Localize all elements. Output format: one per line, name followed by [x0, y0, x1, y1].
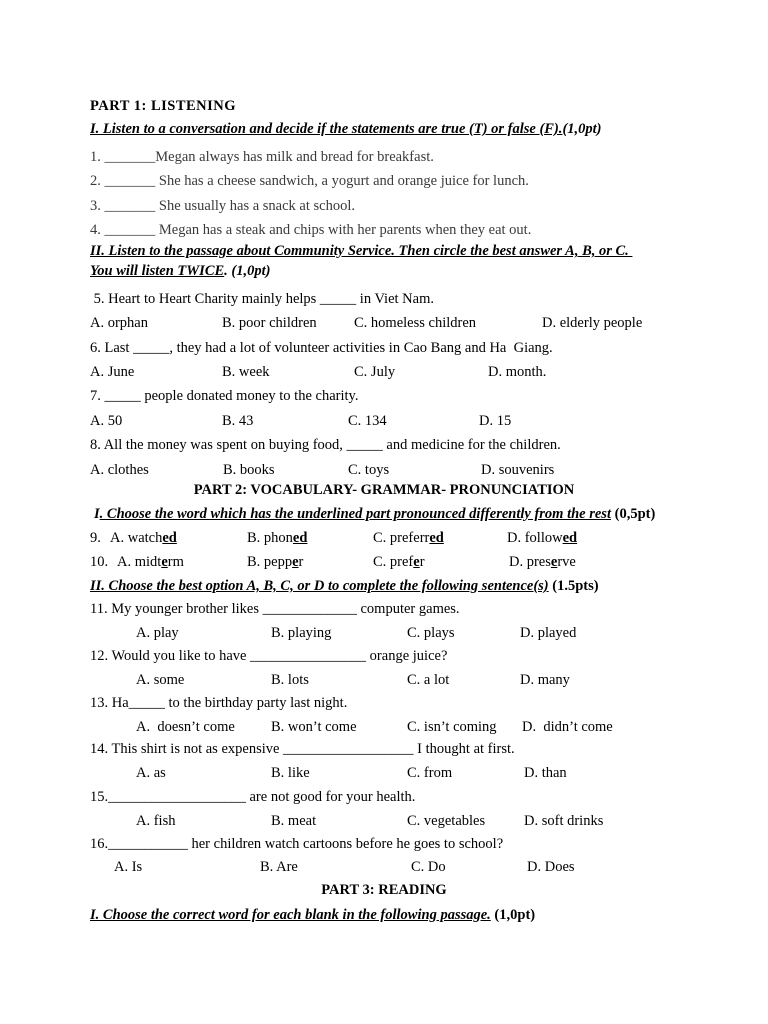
section-title-text: I. Choose the correct word for each blank in the following passage.: [90, 907, 491, 923]
q8-option-b[interactable]: B. books: [223, 462, 275, 478]
question-7: 7. _____ people donated money to the charity.: [90, 388, 359, 404]
q13-option-a[interactable]: A. doesn’t come: [136, 719, 235, 735]
question-15: 15.___________________ are not good for your health.: [90, 789, 416, 805]
q6-option-c[interactable]: C. July: [354, 364, 396, 380]
question-8: 8. All the money was spent on buying food, _____ and medicine for the children.: [90, 437, 561, 453]
statement-2: 2. _______ She has a cheese sandwich, a yogurt and orange juice for lunch.: [90, 173, 529, 189]
part2-section1-title: [94, 505, 655, 523]
question-9-number: 9.: [90, 530, 101, 546]
q15-option-a[interactable]: A. fish: [136, 813, 176, 829]
statement-3: 3. _______ She usually has a snack at school.: [90, 198, 355, 214]
q12-option-d[interactable]: D. many: [520, 672, 570, 688]
section-points: . (1,0pt): [224, 263, 271, 279]
section-title-text: . Choose the word which has the underlined part pronounced differently from the rest: [99, 506, 611, 522]
q7-option-b[interactable]: B. 43: [222, 413, 254, 429]
part1-section2-title-line2: [90, 262, 270, 280]
q9-option-c[interactable]: C. preferred: [373, 530, 444, 546]
section-points: (1.5pts): [548, 578, 599, 594]
q14-option-b[interactable]: B. like: [271, 765, 310, 781]
question-16: 16.___________ her children watch cartoons before he goes to school?: [90, 836, 504, 852]
q14-option-d[interactable]: D. than: [524, 765, 567, 781]
q13-option-c[interactable]: C. isn’t coming: [407, 719, 497, 735]
q8-option-d[interactable]: D. souvenirs: [481, 462, 555, 478]
q5-option-b[interactable]: B. poor children: [222, 315, 317, 331]
q5-option-a[interactable]: A. orphan: [90, 315, 148, 331]
statement-4: 4. _______ Megan has a steak and chips with her parents when they eat out.: [90, 222, 532, 238]
q14-option-a[interactable]: A. as: [136, 765, 166, 781]
q12-option-b[interactable]: B. lots: [271, 672, 309, 688]
section-title-text: I. Listen to a conversation and decide if the statements are true (T) or false (F).: [90, 121, 563, 137]
statement-1: 1. _______Megan always has milk and bread for breakfast.: [90, 149, 434, 165]
part3-heading: PART 3: READING: [321, 882, 447, 898]
q5-option-c[interactable]: C. homeless children: [354, 315, 477, 331]
question-6: 6. Last _____, they had a lot of volunteer activities in Cao Bang and Ha Giang.: [90, 340, 553, 356]
section-title-text: You will listen TWICE: [90, 263, 225, 279]
q7-option-c[interactable]: C. 134: [348, 413, 387, 429]
q7-option-d[interactable]: D. 15: [479, 413, 512, 429]
part1-section1-title: [90, 120, 602, 138]
section-prefix: I: [94, 506, 100, 522]
question-12: 12. Would you like to have ________________ orange juice?: [90, 648, 448, 664]
question-10-number: 10.: [90, 554, 109, 570]
part1-heading: PART 1: LISTENING: [90, 98, 237, 114]
q12-option-c[interactable]: C. a lot: [407, 672, 450, 688]
q8-option-c[interactable]: C. toys: [348, 462, 390, 478]
question-5: 5. Heart to Heart Charity mainly helps _____ in Viet Nam.: [90, 291, 434, 307]
q14-option-c[interactable]: C. from: [407, 765, 453, 781]
q6-option-a[interactable]: A. June: [90, 364, 135, 380]
section-points: (1,0pt): [490, 907, 536, 923]
q6-option-d[interactable]: D. month.: [488, 364, 547, 380]
q15-option-d[interactable]: D. soft drinks: [524, 813, 604, 829]
q12-option-a[interactable]: A. some: [136, 672, 185, 688]
q5-option-d[interactable]: D. elderly people: [542, 315, 643, 331]
part2-section2-title: [90, 577, 599, 595]
q11-option-b[interactable]: B. playing: [271, 625, 332, 641]
q11-option-c[interactable]: C. plays: [407, 625, 455, 641]
q13-option-d[interactable]: D. didn’t come: [522, 719, 613, 735]
q16-option-d[interactable]: D. Does: [527, 859, 575, 875]
q10-option-b[interactable]: B. pepper: [247, 554, 304, 570]
q16-option-c[interactable]: C. Do: [411, 859, 446, 875]
question-14: 14. This shirt is not as expensive __________________ I thought at first.: [90, 741, 515, 757]
section-title-text: II. Choose the best option A, B, C, or D to complete the following sentence(s): [90, 578, 549, 594]
section-points: (0,5pt): [610, 506, 656, 522]
q10-option-a[interactable]: A. midterm: [117, 554, 184, 570]
part2-heading: PART 2: VOCABULARY- GRAMMAR- PRONUNCIATION: [193, 482, 575, 498]
q9-option-d[interactable]: D. followed: [507, 530, 578, 546]
q9-option-a[interactable]: A. watched: [110, 530, 177, 546]
q9-option-b[interactable]: B. phoned: [247, 530, 308, 546]
q6-option-b[interactable]: B. week: [222, 364, 270, 380]
question-11: 11. My younger brother likes _____________ computer games.: [90, 601, 460, 617]
q13-option-b[interactable]: B. won’t come: [271, 719, 357, 735]
section-points: (1,0pt): [562, 121, 602, 137]
q16-option-a[interactable]: A. Is: [114, 859, 143, 875]
part3-section1-title: [90, 906, 535, 924]
q11-option-a[interactable]: A. play: [136, 625, 179, 641]
q7-option-a[interactable]: A. 50: [90, 413, 123, 429]
q10-option-c[interactable]: C. prefer: [373, 554, 425, 570]
q10-option-d[interactable]: D. preserve: [509, 554, 576, 570]
part1-section2-title-line1: II. Listen to the passage about Community Service. Then circle the best answer A, B, or C.: [90, 243, 633, 259]
q15-option-b[interactable]: B. meat: [271, 813, 317, 829]
q8-option-a[interactable]: A. clothes: [90, 462, 149, 478]
q11-option-d[interactable]: D. played: [520, 625, 577, 641]
q15-option-c[interactable]: C. vegetables: [407, 813, 486, 829]
q16-option-b[interactable]: B. Are: [260, 859, 298, 875]
question-13: 13. Ha_____ to the birthday party last night.: [90, 695, 348, 711]
